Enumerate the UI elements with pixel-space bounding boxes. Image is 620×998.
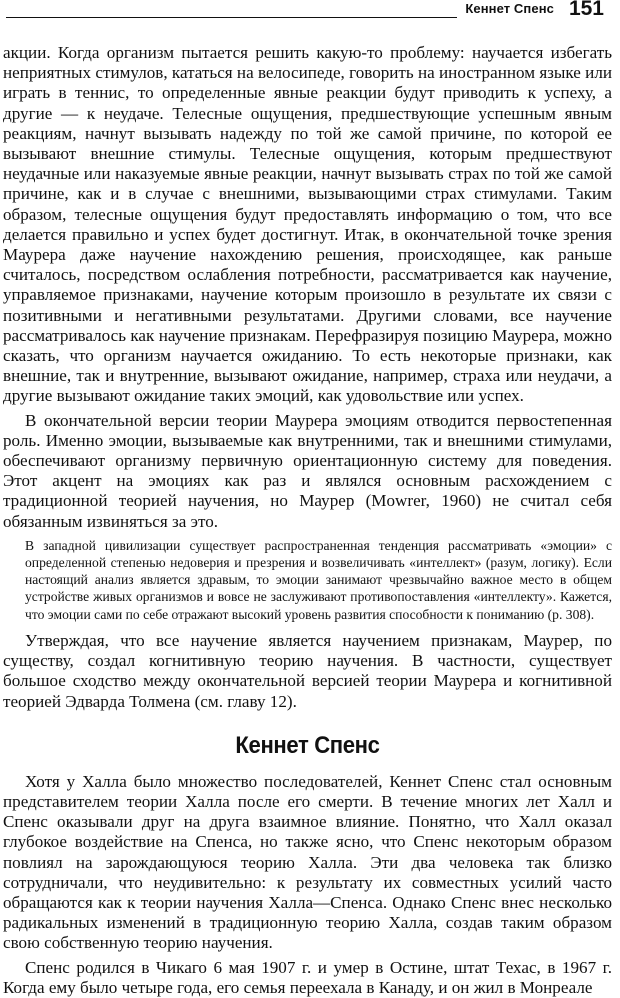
section-heading: Кеннет Спенс	[235, 731, 380, 759]
running-head: Кеннет Спенс	[457, 0, 554, 18]
block-quote: В западной цивилизации существует распространенная тенденция рассматривать «эмоции» с определенной степенью недоверия и презрения и возвеличивать «интеллект» (разум, логику). Если настоящий анализ является здравым, то эмоции занимают чрезвычайно важное место в общем устройстве живых организмов и вовсе не заслуживают противопоставления «интеллекту». Кажется, что эмоции сами по себе отражают высокий уровень развития способности к пониманию (р. 308).	[25, 537, 612, 622]
paragraph-emotions: В окончательной версии теории Маурера эмоциям отводится первостепенная роль. Именно эмоции, вызываемые как внутренними, так и внешними стимулами, обеспечивают организму первичную ориентационную систему для поведения. Этот акцент на эмоциях как раз и являлся основным расхождением с традиционной теорией научения, но Маурер (Mowrer, 1960) не считал себя обязанным извиняться за это.	[3, 410, 612, 531]
paragraph-continuation: акции. Когда организм пытается решить какую-то проблему: научается избегать неприятных стимулов, кататься на велосипеде, говорить на иностранном языке или играть в теннис, то определенные явные реакции будут приводить к успеху, а другие — к неудаче. Телесные ощущения, предшествующие успешным явным реакциям, начнут вызывать надежду по той же самой причине, по которой ее вызывают внешние стимулы. Телесные ощущения, которым предшествуют неудачные или наказуемые явные реакции, начнут вызывать страх по той же самой причине, как и в случае с внешними, вызывающими страх стимулами. Таким образом, телесные ощущения будут предоставлять информацию о том, что все делается правильно и успех будет достигнут. Итак, в окончательной точке зрения Маурера даже научение нахождению решения, происходящее, как раньше считалось, посредством ослабления потребности, рассматривается как научение, управляемое признаками, научение которым произошло в результате их связи с позитивными и негативными результатами. Другими словами, все научение рассматривалось как научение признакам. Перефразируя позицию Маурера, можно сказать, что организм научается ожиданию. То есть некоторые признаки, как внешние, так и внутренние, вызывают ожидание, например, страха или неудачи, а другие вызывают ожидание таких эмоций, как удовольствие или успех.	[3, 43, 612, 406]
page-number: 151	[568, 0, 604, 20]
page-body	[3, 43, 612, 998]
paragraph-spence-intro: Хотя у Халла было множество последователей, Кеннет Спенс стал основным представителем теории Халла после его смерти. В течение многих лет Халл и Спенс оказывали друг на друга взаимное влияние. Понятно, что Халл оказал глубокое воздействие на Спенса, но также ясно, что Спенс некоторым образом повлиял на зарождающуюся теорию Халла. Эти два человека так близко сотрудничали, что неудивительно: к результату их совместных усилий часто обращаются как к теории научения Халла—Спенса. Однако Спенс внес несколько радикальных изменений в традиционную теорию Халла, создав таким образом свою собственную теорию научения.	[3, 771, 612, 953]
paragraph-spence-biography: Спенс родился в Чикаго 6 мая 1907 г. и умер в Остине, штат Техас, в 1967 г. Когда ему было четыре года, его семья переехала в Канаду, и он жил в Монреале	[3, 957, 612, 997]
paragraph-cognitive-theory: Утверждая, что все научение является научением признакам, Маурер, по существу, создал когнитивную теорию научения. В частности, существует большое сходство между окончательной версией теории Маурера и когнитивной теорией Эдварда Толмена (см. главу 12).	[3, 630, 612, 711]
page-header	[0, 0, 620, 26]
